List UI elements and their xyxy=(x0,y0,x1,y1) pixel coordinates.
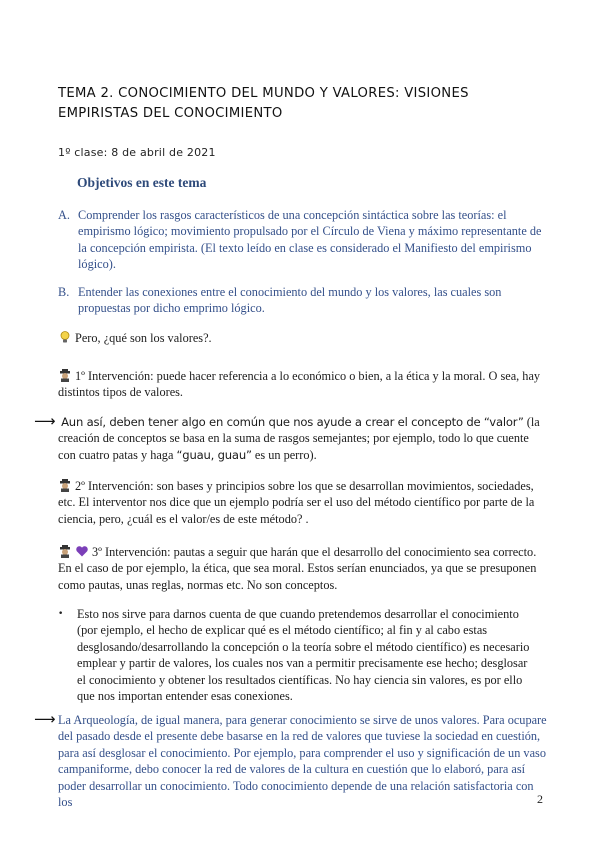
right-arrow-icon: ⟶ xyxy=(34,412,56,430)
title-line-1: TEMA 2. CONOCIMIENTO DEL MUNDO Y VALORES: VISIONES xyxy=(58,86,469,101)
page-number: 2 xyxy=(537,792,543,806)
detective-icon xyxy=(58,544,72,558)
bullet-paragraph: Esto nos sirve para darnos cuenta de que cuando pretendemos desarrollar el conocimiento (por ejemplo, el hecho de explicar qué es el método científico; al fin y al cabo estas desglosando/desarrollando la concepción o la teoría sobre el método científico) es necesario emplear y partir de valores, los cuales nos van a permitir precisamente ese hecho; desglosar el conocimiento y obtener los resultados científicas. No hay ciencia sin valores, es por ello que nos importan entender esas conexiones. xyxy=(77,607,530,704)
objective-text: Comprender los rasgos característicos de una concepción sintáctica sobre las teorías: el empirismo lógico; movimiento propulsado por el Círculo de Viena y máximo representante de la concepción empirista. (El texto leído en clase es considerado el Manifiesto del empirismo lógico). xyxy=(78,208,542,272)
arrow-note-explanation: (la creación de conceptos se basa en la suma de rasgos semejantes; por ejemplo, todo lo que cuente con cuatro patas y haga xyxy=(58,415,540,462)
intervention-2-text: 2º Intervención: son bases y principios sobre los que se desarrollan movimientos, sociedades, etc. El interventor nos dice que un ejemplo podría ser el uso del método científico por parte de la ciencia, pero, ¿cuál es el valor/es de este método? . xyxy=(58,479,535,526)
archaeology-paragraph: La Arqueología, de igual manera, para generar conocimiento se sirve de unos valores. Para ocupare del pasado desde el presente debe basarse en la red de valores que tuviese la sociedad en cuestión, para así desglosar el conocimiento. Por ejemplo, para comprender el uso y significación de un vaso campaniforme, debo conocer la red de valores de la cultura en cuestión que lo elaboró, para así poder desarrollar un conocimiento. Todo conocimiento depende de una relación satisfactoria con los xyxy=(58,713,547,810)
question-line xyxy=(58,330,548,346)
document-title xyxy=(58,84,538,124)
objective-text: Entender las conexiones entre el conocimiento del mundo y los valores, las cuales son propuestas por dicho emprimo lógico. xyxy=(78,285,502,316)
objective-letter: A. xyxy=(58,208,70,222)
detective-icon xyxy=(58,368,72,382)
detective-icon xyxy=(58,478,72,492)
class-date: 1º clase: 8 de abril de 2021 xyxy=(58,146,216,159)
lightbulb-icon xyxy=(58,330,72,344)
intervention-2 xyxy=(58,478,548,527)
intervention-3 xyxy=(58,544,548,593)
title-line-2: EMPIRISTAS DEL CONOCIMIENTO xyxy=(58,106,283,121)
intervention-1 xyxy=(58,368,548,401)
arrow-note xyxy=(58,414,548,463)
objective-letter: B. xyxy=(58,285,70,299)
arrow-note-highlight: Aun así, deben tener algo en común que nos ayude a crear el concepto de “valor” xyxy=(61,415,524,429)
bullet-marker: • xyxy=(58,609,64,619)
arrow-note-end: es un perro). xyxy=(254,447,317,462)
objectives-heading: Objetivos en este tema xyxy=(77,175,207,190)
arrow-note-quote: “guau, guau” xyxy=(176,447,252,462)
question-text: Pero, ¿qué son los valores?. xyxy=(75,331,212,345)
intervention-1-text: 1º Intervención: puede hacer referencia a lo económico o bien, a la ética y la moral. O sea, hay distintos tipos de valores. xyxy=(58,369,541,400)
purple-heart-icon xyxy=(75,544,89,558)
right-arrow-icon: ⟶ xyxy=(34,710,56,728)
intervention-3-text: 3º Intervención: pautas a seguir que harán que el desarrollo del conocimiento sea correcto. En el caso de por ejemplo, la ética, que sea moral. Estos serían enunciados, ya que se presuponen como pautas, unas reglas, normas etc. No son conceptos. xyxy=(58,545,537,592)
